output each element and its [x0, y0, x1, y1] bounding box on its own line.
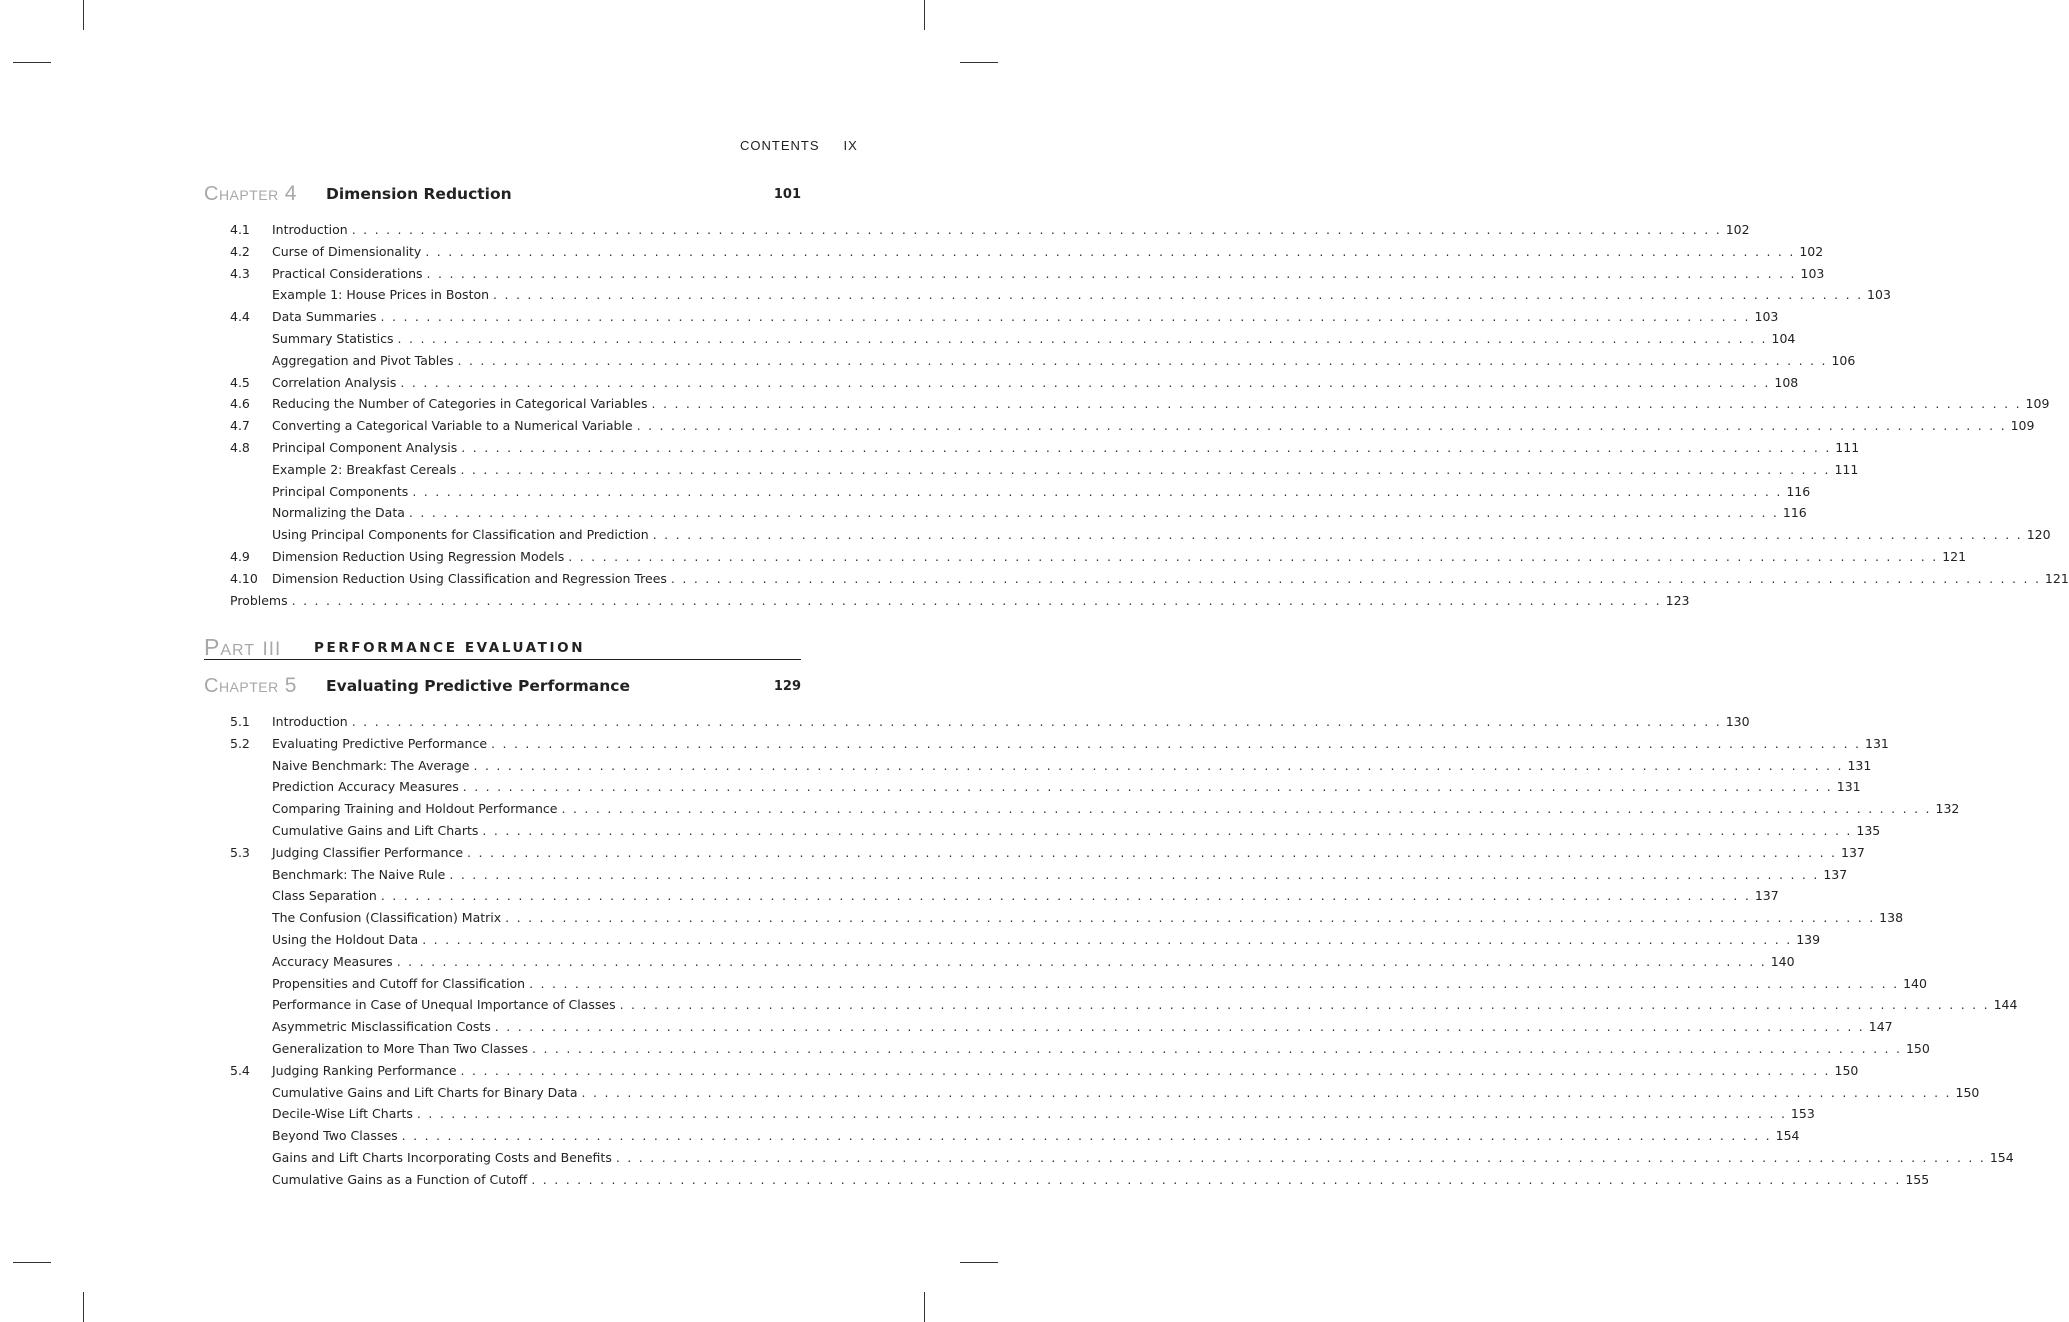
toc-entry[interactable] [230, 284, 1891, 306]
toc-entry-title: Normalizing the Data [272, 505, 405, 521]
toc-entry-line [272, 1103, 1815, 1125]
toc-entry-line [272, 393, 2050, 415]
toc-entry-page: 154 [1775, 1128, 1800, 1144]
toc-entry[interactable] [230, 842, 1865, 864]
toc-entry-line [272, 328, 1796, 350]
toc-entry-page: 155 [1905, 1171, 1930, 1187]
toc-entry-line [272, 415, 2035, 437]
toc-entry-page: 144 [1993, 997, 2018, 1013]
toc-entry-page: 131 [1836, 779, 1861, 795]
dot-leader: . . . . . . . . . . . . . . . . . . . . . . . . . . . . . . . . . . . . . . . . . . . . . . . . . . . . . . . . . . . . . . . . . . . . . . . . . . . . . . . . . . . . . . . . . . . . . . . . . . . . . . . . . . . . . . . . . . . . . . . . [670, 570, 2039, 586]
toc-entry[interactable] [230, 524, 2051, 546]
toc-entry[interactable] [230, 415, 2035, 437]
toc-entry-title: Reducing the Number of Categories in Categorical Variables [272, 396, 648, 412]
toc-entry-line [272, 755, 1872, 777]
toc-entry[interactable] [230, 437, 1860, 459]
toc-entry-title: Class Separation [272, 888, 377, 904]
toc-entry[interactable] [230, 590, 1690, 612]
toc-entry-title: Judging Ranking Performance [272, 1062, 457, 1078]
toc-entry[interactable] [230, 973, 1927, 995]
toc-entry-title: Generalization to More Than Two Classes [272, 1040, 528, 1056]
toc-entry-line [272, 241, 1824, 263]
toc-entry[interactable] [230, 481, 1811, 503]
dot-leader: . . . . . . . . . . . . . . . . . . . . . . . . . . . . . . . . . . . . . . . . . . . . . . . . . . . . . . . . . . . . . . . . . . . . . . . . . . . . . . . . . . . . . . . . . . . . . . . . . . . . . . . . . . . . . . . . . . . . . . . . [397, 330, 1766, 346]
toc-entry[interactable] [230, 951, 1795, 973]
part-word: Part [204, 634, 256, 660]
dot-leader: . . . . . . . . . . . . . . . . . . . . . . . . . . . . . . . . . . . . . . . . . . . . . . . . . . . . . . . . . . . . . . . . . . . . . . . . . . . . . . . . . . . . . . . . . . . . . . . . . . . . . . . . . . . . . . . . . . . . . . . . [396, 953, 1765, 969]
toc-entry-number: 4.3 [230, 265, 250, 281]
toc-entry-line [272, 929, 1821, 951]
toc-entry-line [272, 776, 1861, 798]
toc-entry[interactable] [230, 1016, 1893, 1038]
toc-entry-title: Data Summaries [272, 309, 377, 325]
toc-entry-page: 116 [1782, 505, 1807, 521]
toc-entry-page: 130 [1725, 714, 1750, 729]
toc-entry-line [272, 1125, 1800, 1147]
toc-entry-title: Using the Holdout Data [272, 931, 419, 947]
dot-leader: . . . . . . . . . . . . . . . . . . . . . . . . . . . . . . . . . . . . . . . . . . . . . . . . . . . . . . . . . . . . . . . . . . . . . . . . . . . . . . . . . . . . . . . . . . . . . . . . . . . . . . . . . . . . . . . . . . . . . . . . [482, 822, 1851, 838]
part-heading [204, 636, 801, 660]
toc-entry-page: 132 [1935, 801, 1960, 817]
toc-entry-line [272, 733, 1889, 755]
dot-leader: . . . . . . . . . . . . . . . . . . . . . . . . . . . . . . . . . . . . . . . . . . . . . . . . . . . . . . . . . . . . . . . . . . . . . . . . . . . . . . . . . . . . . . . . . . . . . . . . . . . . . . . . . . . . . . . . . . . . . . . . [460, 461, 1829, 477]
toc-entry-title: Propensities and Cutoff for Classification [272, 975, 526, 991]
toc-entry-number: 5.3 [230, 844, 250, 860]
dot-leader: . . . . . . . . . . . . . . . . . . . . . . . . . . . . . . . . . . . . . . . . . . . . . . . . . . . . . . . . . . . . . . . . . . . . . . . . . . . . . . . . . . . . . . . . . . . . . . . . . . . . . . . . . . . . . . . . . . . . . . . . [351, 714, 1720, 729]
toc-entry-line [272, 907, 1904, 929]
chapter-word: Chapter [204, 675, 279, 697]
toc-entry-title: Evaluating Predictive Performance [272, 735, 488, 751]
toc-entry-line [272, 1169, 1930, 1191]
crop-mark [924, 1292, 925, 1322]
toc-entry[interactable] [230, 798, 1960, 820]
toc-entry-title: Principal Component Analysis [272, 439, 458, 455]
toc-entry-title: Naive Benchmark: The Average [272, 757, 470, 773]
toc-entry[interactable] [230, 1082, 1980, 1104]
crop-mark [960, 62, 998, 63]
crop-mark [924, 0, 925, 30]
part-title: PERFORMANCE EVALUATION [314, 640, 586, 656]
dot-leader: . . . . . . . . . . . . . . . . . . . . . . . . . . . . . . . . . . . . . . . . . . . . . . . . . . . . . . . . . . . . . . . . . . . . . . . . . . . . . . . . . . . . . . . . . . . . . . . . . . . . . . . . . . . . . . . . . . . . . . . . [473, 757, 1842, 773]
toc-entry-page: 111 [1834, 461, 1859, 477]
toc-entry-line [272, 568, 2069, 590]
toc-entry-page: 108 [1774, 374, 1799, 390]
toc-entry[interactable] [230, 1060, 1859, 1082]
chapter-5-heading[interactable] [204, 674, 801, 698]
running-head [740, 138, 858, 153]
toc-entry-page: 135 [1856, 822, 1881, 838]
toc-entry-title: Prediction Accuracy Measures [272, 779, 459, 795]
dot-leader: . . . . . . . . . . . . . . . . . . . . . . . . . . . . . . . . . . . . . . . . . . . . . . . . . . . . . . . . . . . . . . . . . . . . . . . . . . . . . . . . . . . . . . . . . . . . . . . . . . . . . . . . . . . . . . . . . . . . . . . . [531, 1171, 1900, 1187]
toc-entry-page: 109 [2025, 396, 2050, 412]
toc-entry[interactable] [230, 459, 1859, 481]
toc-entry[interactable] [230, 755, 1872, 777]
toc-entry-title: Gains and Lift Charts Incorporating Costs and Benefits [272, 1149, 612, 1165]
toc-entry-page: 139 [1796, 931, 1821, 947]
toc-entry-title: Cumulative Gains and Lift Charts for Binary Data [272, 1084, 578, 1100]
toc-entry-page: 104 [1771, 330, 1796, 346]
dot-leader: . . . . . . . . . . . . . . . . . . . . . . . . . . . . . . . . . . . . . . . . . . . . . . . . . . . . . . . . . . . . . . . . . . . . . . . . . . . . . . . . . . . . . . . . . . . . . . . . . . . . . . . . . . . . . . . . . . . . . . . . [652, 527, 2021, 543]
toc-entry-number: 4.9 [230, 548, 250, 564]
toc-entry-line [272, 994, 2018, 1016]
toc-entry-line [272, 1147, 2014, 1169]
crop-mark [13, 62, 51, 63]
toc-entry[interactable] [230, 546, 1967, 568]
toc-entry-title: Example 2: Breakfast Cereals [272, 461, 457, 477]
toc-entry[interactable] [230, 502, 1807, 524]
toc-entry[interactable] [230, 350, 1856, 372]
toc-entry-page: 111 [1835, 439, 1860, 455]
crop-mark [83, 0, 84, 30]
toc-entry[interactable] [230, 328, 1796, 350]
toc-entry-page: 137 [1754, 888, 1779, 904]
toc-entry-title: Dimension Reduction Using Regression Models [272, 548, 565, 564]
toc-entry-page: 140 [1903, 975, 1927, 991]
toc-entry-number: 5.2 [230, 735, 250, 751]
toc-entry-title: Principal Components [272, 483, 409, 499]
dot-leader: . . . . . . . . . . . . . . . . . . . . . . . . . . . . . . . . . . . . . . . . . . . . . . . . . . . . . . . . . . . . . . . . . . . . . . . . . . . . . . . . . . . . . . . . . . . . . . . . . . . . . . . . . . . . . . . . . . . . . . . . [291, 592, 1660, 608]
chapter-title: Dimension Reduction [326, 185, 512, 203]
chapter-4-toc [230, 219, 2069, 611]
dot-leader: . . . . . . . . . . . . . . . . . . . . . . . . . . . . . . . . . . . . . . . . . . . . . . . . . . . . . . . . . . . . . . . . . . . . . . . . . . . . . . . . . . . . . . . . . . . . . . . . . . . . . . . . . . . . . . . . . . . . . . . . [462, 779, 1831, 795]
toc-entry-title: Comparing Training and Holdout Performance [272, 801, 558, 817]
toc-entry-page: 121 [2044, 570, 2069, 586]
crop-mark [960, 1262, 998, 1263]
dot-leader: . . . . . . . . . . . . . . . . . . . . . . . . . . . . . . . . . . . . . . . . . . . . . . . . . . . . . . . . . . . . . . . . . . . . . . . . . . . . . . . . . . . . . . . . . . . . . . . . . . . . . . . . . . . . . . . . . . . . . . . . [615, 1149, 1984, 1165]
dot-leader: . . . . . . . . . . . . . . . . . . . . . . . . . . . . . . . . . . . . . . . . . . . . . . . . . . . . . . . . . . . . . . . . . . . . . . . . . . . . . . . . . . . . . . . . . . . . . . . . . . . . . . . . . . . . . . . . . . . . . . . . [425, 243, 1794, 259]
chapter-page: 101 [773, 187, 801, 202]
toc-entry-title: Aggregation and Pivot Tables [272, 352, 454, 368]
toc-entry-line [272, 350, 1856, 372]
toc-entry-number: 4.8 [230, 439, 250, 455]
toc-entry-line [272, 481, 1811, 503]
toc-entry-title: Example 1: House Prices in Boston [272, 287, 490, 303]
chapter-label [204, 674, 297, 698]
toc-entry-line [272, 546, 1967, 568]
toc-entry[interactable] [230, 1103, 1815, 1125]
part-number: III [262, 639, 282, 660]
toc-entry-page: 103 [1867, 287, 1891, 303]
dot-leader: . . . . . . . . . . . . . . . . . . . . . . . . . . . . . . . . . . . . . . . . . . . . . . . . . . . . . . . . . . . . . . . . . . . . . . . . . . . . . . . . . . . . . . . . . . . . . . . . . . . . . . . . . . . . . . . . . . . . . . . . [380, 309, 1749, 325]
dot-leader: . . . . . . . . . . . . . . . . . . . . . . . . . . . . . . . . . . . . . . . . . . . . . . . . . . . . . . . . . . . . . . . . . . . . . . . . . . . . . . . . . . . . . . . . . . . . . . . . . . . . . . . . . . . . . . . . . . . . . . . . [581, 1084, 1950, 1100]
toc-entry-title: Introduction [272, 222, 348, 237]
dot-leader: . . . . . . . . . . . . . . . . . . . . . . . . . . . . . . . . . . . . . . . . . . . . . . . . . . . . . . . . . . . . . . . . . . . . . . . . . . . . . . . . . . . . . . . . . . . . . . . . . . . . . . . . . . . . . . . . . . . . . . . . [561, 801, 1930, 817]
toc-entry[interactable] [230, 907, 1904, 929]
toc-entry-title: Practical Considerations [272, 265, 423, 281]
dot-leader: . . . . . . . . . . . . . . . . . . . . . . . . . . . . . . . . . . . . . . . . . . . . . . . . . . . . . . . . . . . . . . . . . . . . . . . . . . . . . . . . . . . . . . . . . . . . . . . . . . . . . . . . . . . . . . . . . . . . . . . . [412, 483, 1781, 499]
toc-entry-title: Correlation Analysis [272, 374, 397, 390]
toc-entry-number: 4.6 [230, 396, 250, 412]
toc-entry-line [272, 437, 1860, 459]
toc-entry[interactable] [230, 219, 1750, 241]
toc-entry-page: 150 [1905, 1040, 1930, 1056]
toc-entry-line [272, 820, 1881, 842]
toc-entry-title: Cumulative Gains and Lift Charts [272, 822, 479, 838]
toc-entry-line [272, 1060, 1859, 1082]
dot-leader: . . . . . . . . . . . . . . . . . . . . . . . . . . . . . . . . . . . . . . . . . . . . . . . . . . . . . . . . . . . . . . . . . . . . . . . . . . . . . . . . . . . . . . . . . . . . . . . . . . . . . . . . . . . . . . . . . . . . . . . . [408, 505, 1777, 521]
dot-leader: . . . . . . . . . . . . . . . . . . . . . . . . . . . . . . . . . . . . . . . . . . . . . . . . . . . . . . . . . . . . . . . . . . . . . . . . . . . . . . . . . . . . . . . . . . . . . . . . . . . . . . . . . . . . . . . . . . . . . . . . [619, 997, 1988, 1013]
dot-leader: . . . . . . . . . . . . . . . . . . . . . . . . . . . . . . . . . . . . . . . . . . . . . . . . . . . . . . . . . . . . . . . . . . . . . . . . . . . . . . . . . . . . . . . . . . . . . . . . . . . . . . . . . . . . . . . . . . . . . . . . [531, 1040, 1900, 1056]
toc-entry-title: Beyond Two Classes [272, 1128, 398, 1144]
dot-leader: . . . . . . . . . . . . . . . . . . . . . . . . . . . . . . . . . . . . . . . . . . . . . . . . . . . . . . . . . . . . . . . . . . . . . . . . . . . . . . . . . . . . . . . . . . . . . . . . . . . . . . . . . . . . . . . . . . . . . . . . [636, 418, 2005, 434]
toc-entry-page: 109 [2010, 418, 2035, 434]
toc-entry-line [272, 1016, 1893, 1038]
toc-entry-title: The Confusion (Classification) Matrix [272, 910, 502, 926]
toc-entry[interactable] [230, 1125, 1800, 1147]
toc-entry-page: 137 [1841, 844, 1865, 860]
toc-entry-number: 5.1 [230, 714, 250, 729]
running-head-section: CONTENTS [740, 138, 820, 153]
toc-entry-page: 150 [1834, 1062, 1859, 1078]
toc-entry-page: 131 [1847, 757, 1872, 773]
toc-entry-title: Summary Statistics [272, 330, 394, 346]
crop-mark [13, 1262, 51, 1263]
dot-leader: . . . . . . . . . . . . . . . . . . . . . . . . . . . . . . . . . . . . . . . . . . . . . . . . . . . . . . . . . . . . . . . . . . . . . . . . . . . . . . . . . . . . . . . . . . . . . . . . . . . . . . . . . . . . . . . . . . . . . . . . [449, 866, 1818, 882]
toc-entry-title: Dimension Reduction Using Classification and Regression Trees [272, 570, 667, 586]
toc-entry-number: 4.2 [230, 243, 250, 259]
toc-entry[interactable] [230, 306, 1779, 328]
dot-leader: . . . . . . . . . . . . . . . . . . . . . . . . . . . . . . . . . . . . . . . . . . . . . . . . . . . . . . . . . . . . . . . . . . . . . . . . . . . . . . . . . . . . . . . . . . . . . . . . . . . . . . . . . . . . . . . . . . . . . . . . [493, 287, 1862, 303]
toc-entry[interactable] [230, 776, 1861, 798]
chapter-word: Chapter [204, 183, 279, 205]
toc-entry-line [272, 711, 1750, 733]
running-head-page: IX [843, 138, 858, 153]
dot-leader: . . . . . . . . . . . . . . . . . . . . . . . . . . . . . . . . . . . . . . . . . . . . . . . . . . . . . . . . . . . . . . . . . . . . . . . . . . . . . . . . . . . . . . . . . . . . . . . . . . . . . . . . . . . . . . . . . . . . . . . . [380, 888, 1749, 904]
toc-entry[interactable] [230, 568, 2069, 590]
toc-entry-line [272, 306, 1779, 328]
toc-entry-page: 102 [1725, 222, 1750, 237]
chapter-number: 4 [284, 182, 297, 205]
toc-entry-line [272, 1082, 1980, 1104]
toc-entry-page: 103 [1800, 265, 1825, 281]
toc-entry-line [272, 973, 1927, 995]
toc-entry-line [272, 1038, 1930, 1060]
toc-entry-title: Problems [230, 592, 288, 608]
chapter-page: 129 [773, 679, 801, 694]
toc-entry[interactable] [230, 885, 1779, 907]
chapter-label [204, 182, 297, 206]
toc-entry-page: 140 [1770, 953, 1795, 969]
toc-entry[interactable] [230, 929, 1821, 951]
toc-entry-page: 153 [1790, 1106, 1815, 1122]
toc-entry-title: Decile-Wise Lift Charts [272, 1106, 413, 1122]
dot-leader: . . . . . . . . . . . . . . . . . . . . . . . . . . . . . . . . . . . . . . . . . . . . . . . . . . . . . . . . . . . . . . . . . . . . . . . . . . . . . . . . . . . . . . . . . . . . . . . . . . . . . . . . . . . . . . . . . . . . . . . . [422, 931, 1791, 947]
toc-entry-page: 150 [1955, 1084, 1980, 1100]
toc-entry-page: 103 [1754, 309, 1779, 325]
toc-entry[interactable] [230, 393, 2050, 415]
toc-entry-number: 4.1 [230, 222, 250, 237]
toc-entry-line [272, 263, 1825, 285]
dot-leader: . . . . . . . . . . . . . . . . . . . . . . . . . . . . . . . . . . . . . . . . . . . . . . . . . . . . . . . . . . . . . . . . . . . . . . . . . . . . . . . . . . . . . . . . . . . . . . . . . . . . . . . . . . . . . . . . . . . . . . . . [400, 374, 1769, 390]
toc-entry-line [272, 502, 1807, 524]
toc-entry-number: 4.7 [230, 418, 250, 434]
dot-leader: . . . . . . . . . . . . . . . . . . . . . . . . . . . . . . . . . . . . . . . . . . . . . . . . . . . . . . . . . . . . . . . . . . . . . . . . . . . . . . . . . . . . . . . . . . . . . . . . . . . . . . . . . . . . . . . . . . . . . . . . [651, 396, 2020, 412]
toc-entry[interactable] [230, 733, 1889, 755]
toc-entry[interactable] [230, 820, 1881, 842]
toc-entry-page: 131 [1865, 735, 1889, 751]
dot-leader: . . . . . . . . . . . . . . . . . . . . . . . . . . . . . . . . . . . . . . . . . . . . . . . . . . . . . . . . . . . . . . . . . . . . . . . . . . . . . . . . . . . . . . . . . . . . . . . . . . . . . . . . . . . . . . . . . . . . . . . . [460, 1062, 1829, 1078]
chapter-5-toc [230, 711, 2018, 1191]
crop-mark [83, 1292, 84, 1322]
dot-leader: . . . . . . . . . . . . . . . . . . . . . . . . . . . . . . . . . . . . . . . . . . . . . . . . . . . . . . . . . . . . . . . . . . . . . . . . . . . . . . . . . . . . . . . . . . . . . . . . . . . . . . . . . . . . . . . . . . . . . . . . [568, 548, 1937, 564]
toc-entry-line [272, 459, 1859, 481]
dot-leader: . . . . . . . . . . . . . . . . . . . . . . . . . . . . . . . . . . . . . . . . . . . . . . . . . . . . . . . . . . . . . . . . . . . . . . . . . . . . . . . . . . . . . . . . . . . . . . . . . . . . . . . . . . . . . . . . . . . . . . . . [494, 1019, 1863, 1035]
toc-entry-page: 147 [1868, 1019, 1893, 1035]
dot-leader: . . . . . . . . . . . . . . . . . . . . . . . . . . . . . . . . . . . . . . . . . . . . . . . . . . . . . . . . . . . . . . . . . . . . . . . . . . . . . . . . . . . . . . . . . . . . . . . . . . . . . . . . . . . . . . . . . . . . . . . . [401, 1128, 1770, 1144]
dot-leader: . . . . . . . . . . . . . . . . . . . . . . . . . . . . . . . . . . . . . . . . . . . . . . . . . . . . . . . . . . . . . . . . . . . . . . . . . . . . . . . . . . . . . . . . . . . . . . . . . . . . . . . . . . . . . . . . . . . . . . . . [461, 439, 1830, 455]
toc-entry-title: Accuracy Measures [272, 953, 393, 969]
toc-entry-title: Curse of Dimensionality [272, 243, 422, 259]
toc-entry-page: 120 [2026, 527, 2051, 543]
toc-entry-line [272, 798, 1960, 820]
toc-entry-line [272, 951, 1795, 973]
toc-entry-line [272, 842, 1865, 864]
toc-entry[interactable] [230, 864, 1848, 886]
toc-entry-page: 121 [1942, 548, 1967, 564]
toc-entry-page: 138 [1879, 910, 1904, 926]
toc-entry-page: 123 [1665, 592, 1690, 608]
toc-entry-number: 4.4 [230, 309, 250, 325]
toc-entry-title: Performance in Case of Unequal Importance of Classes [272, 997, 616, 1013]
toc-entry[interactable] [230, 711, 1750, 733]
toc-entry[interactable] [230, 372, 1799, 394]
dot-leader: . . . . . . . . . . . . . . . . . . . . . . . . . . . . . . . . . . . . . . . . . . . . . . . . . . . . . . . . . . . . . . . . . . . . . . . . . . . . . . . . . . . . . . . . . . . . . . . . . . . . . . . . . . . . . . . . . . . . . . . . [505, 910, 1874, 926]
toc-entry-number: 4.5 [230, 374, 250, 390]
dot-leader: . . . . . . . . . . . . . . . . . . . . . . . . . . . . . . . . . . . . . . . . . . . . . . . . . . . . . . . . . . . . . . . . . . . . . . . . . . . . . . . . . . . . . . . . . . . . . . . . . . . . . . . . . . . . . . . . . . . . . . . . [529, 975, 1898, 991]
chapter-title: Evaluating Predictive Performance [326, 677, 630, 695]
part-label [204, 634, 281, 661]
toc-entry-line [272, 524, 2051, 546]
toc-entry[interactable] [230, 263, 1825, 285]
toc-entry-number: 4.10 [230, 570, 258, 586]
toc-entry-title: Converting a Categorical Variable to a Numerical Variable [272, 418, 633, 434]
toc-entry-page: 116 [1786, 483, 1811, 499]
toc-entry-line [272, 885, 1779, 907]
toc-entry-page: 137 [1823, 866, 1848, 882]
toc-entry-title: Benchmark: The Naive Rule [272, 866, 446, 882]
toc-entry[interactable] [230, 1038, 1930, 1060]
toc-entry-line [272, 284, 1891, 306]
toc-entry[interactable] [230, 994, 2018, 1016]
dot-leader: . . . . . . . . . . . . . . . . . . . . . . . . . . . . . . . . . . . . . . . . . . . . . . . . . . . . . . . . . . . . . . . . . . . . . . . . . . . . . . . . . . . . . . . . . . . . . . . . . . . . . . . . . . . . . . . . . . . . . . . . [416, 1106, 1785, 1122]
toc-entry-page: 102 [1799, 243, 1824, 259]
toc-entry-title: Cumulative Gains as a Function of Cutoff [272, 1171, 528, 1187]
toc-entry-line [272, 219, 1750, 241]
toc-entry-page: 154 [1989, 1149, 2014, 1165]
dot-leader: . . . . . . . . . . . . . . . . . . . . . . . . . . . . . . . . . . . . . . . . . . . . . . . . . . . . . . . . . . . . . . . . . . . . . . . . . . . . . . . . . . . . . . . . . . . . . . . . . . . . . . . . . . . . . . . . . . . . . . . . [491, 735, 1860, 751]
toc-entry-title: Asymmetric Misclassification Costs [272, 1019, 491, 1035]
dot-leader: . . . . . . . . . . . . . . . . . . . . . . . . . . . . . . . . . . . . . . . . . . . . . . . . . . . . . . . . . . . . . . . . . . . . . . . . . . . . . . . . . . . . . . . . . . . . . . . . . . . . . . . . . . . . . . . . . . . . . . . . [351, 222, 1720, 237]
dot-leader: . . . . . . . . . . . . . . . . . . . . . . . . . . . . . . . . . . . . . . . . . . . . . . . . . . . . . . . . . . . . . . . . . . . . . . . . . . . . . . . . . . . . . . . . . . . . . . . . . . . . . . . . . . . . . . . . . . . . . . . . [457, 352, 1826, 368]
chapter-4-heading[interactable] [204, 182, 801, 206]
toc-entry[interactable] [230, 1147, 2014, 1169]
chapter-number: 5 [284, 674, 297, 697]
toc-entry-line [230, 590, 1690, 612]
toc-entry[interactable] [230, 1169, 1930, 1191]
dot-leader: . . . . . . . . . . . . . . . . . . . . . . . . . . . . . . . . . . . . . . . . . . . . . . . . . . . . . . . . . . . . . . . . . . . . . . . . . . . . . . . . . . . . . . . . . . . . . . . . . . . . . . . . . . . . . . . . . . . . . . . . [467, 844, 1836, 860]
toc-entry-page: 106 [1831, 352, 1856, 368]
dot-leader: . . . . . . . . . . . . . . . . . . . . . . . . . . . . . . . . . . . . . . . . . . . . . . . . . . . . . . . . . . . . . . . . . . . . . . . . . . . . . . . . . . . . . . . . . . . . . . . . . . . . . . . . . . . . . . . . . . . . . . . . [426, 265, 1795, 281]
toc-entry-number: 5.4 [230, 1062, 250, 1078]
toc-entry-title: Using Principal Components for Classification and Prediction [272, 527, 649, 543]
toc-entry-line [272, 372, 1799, 394]
toc-entry-title: Judging Classifier Performance [272, 844, 464, 860]
toc-entry[interactable] [230, 241, 1824, 263]
toc-entry-line [272, 864, 1848, 886]
toc-entry-title: Introduction [272, 714, 348, 729]
